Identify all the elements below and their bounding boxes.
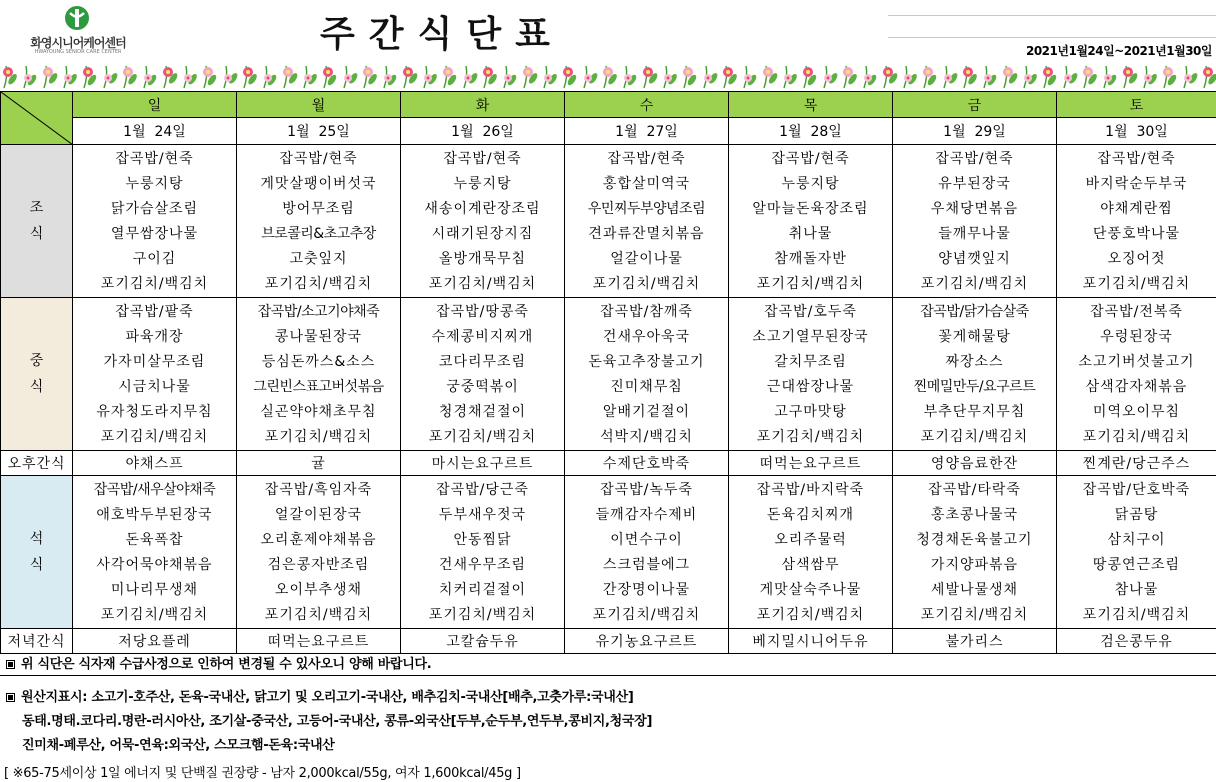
snack-cell: 검은콩두유 — [1057, 629, 1216, 654]
date-header: 1월 24일 — [73, 118, 237, 145]
menu-item: 잡곡밥/현죽 — [607, 151, 686, 167]
menu-item: 오리훈제야채볶음 — [260, 532, 377, 548]
day-header-row — [1, 92, 1216, 118]
page-title: 주간식단표 — [320, 14, 564, 55]
menu-cell — [1057, 145, 1216, 298]
menu-item: 취나물 — [788, 226, 833, 242]
menu-item: 포기김치/백김치 — [756, 429, 865, 445]
notice-text: 위 식단은 식자재 수급사정으로 인하여 변경될 수 있사오니 양해 바랍니다. — [21, 657, 432, 672]
menu-item: 양념깻잎지 — [938, 251, 1011, 267]
day-header: 화 — [401, 92, 565, 118]
menu-item: 포기김치/백김치 — [100, 607, 209, 623]
menu-cell — [729, 145, 893, 298]
menu-item: 잡곡밥/소고기야채죽 — [257, 304, 380, 320]
origin-line — [22, 710, 652, 729]
menu-item: 찐메밀만두/요구르트 — [913, 379, 1036, 395]
menu-item: 가지양파볶음 — [930, 557, 1019, 573]
menu-cell — [565, 476, 729, 629]
menu-item: 두부새우젓국 — [438, 507, 527, 523]
menu-item: 시래기된장지짐 — [431, 226, 534, 242]
menu-cell — [237, 298, 401, 451]
menu-item: 미역오이무침 — [1092, 404, 1181, 420]
notice-line — [6, 653, 431, 672]
menu-item: 콩나물된장국 — [274, 329, 363, 345]
menu-item: 들깨감자수제비 — [595, 507, 698, 523]
menu-item: 부추단무지무침 — [923, 404, 1026, 420]
menu-item: 잡곡밥/녹두죽 — [600, 482, 693, 498]
menu-item: 포기김치/백김치 — [1082, 607, 1191, 623]
breakfast-label — [1, 145, 73, 298]
snack-cell: 영양음료한잔 — [893, 451, 1057, 476]
meal-label-char: 조 — [29, 200, 44, 216]
menu-item: 돈육김치찌개 — [766, 507, 855, 523]
menu-cell — [729, 298, 893, 451]
menu-item: 잡곡밥/현죽 — [279, 151, 358, 167]
menu-item: 잡곡밥/닭가슴살죽 — [920, 304, 1029, 320]
snack-cell: 귤 — [237, 451, 401, 476]
menu-item: 잡곡밥/전복죽 — [1090, 304, 1183, 320]
menu-item: 석박지/백김치 — [600, 429, 693, 445]
evening-snack-row — [1, 629, 1216, 654]
menu-item: 오리주물럭 — [774, 532, 847, 548]
corner-diagonal — [1, 92, 73, 145]
menu-cell — [73, 298, 237, 451]
date-header: 1월 30일 — [1057, 118, 1216, 145]
weekly-menu-table — [0, 91, 1216, 654]
menu-item: 잡곡밥/호두죽 — [764, 304, 857, 320]
menu-item: 실곤약야채초무침 — [260, 404, 377, 420]
menu-item: 우민찌두부양념조림 — [587, 201, 706, 217]
menu-item: 포기김치/백김치 — [264, 276, 373, 292]
origin-line — [6, 686, 633, 705]
center-logo — [18, 4, 138, 54]
menu-item: 잡곡밥/타락죽 — [928, 482, 1021, 498]
menu-item: 우렁된장국 — [1100, 329, 1173, 345]
menu-item: 닭가슴살조림 — [110, 201, 199, 217]
afternoon-snack-row — [1, 451, 1216, 476]
menu-item: 오이부추생채 — [274, 582, 363, 598]
menu-item: 포기김치/백김치 — [920, 429, 1029, 445]
menu-item: 삼색감자채볶음 — [1085, 379, 1188, 395]
menu-item: 돈육고추장불고기 — [588, 354, 705, 370]
menu-item: 궁중떡볶이 — [446, 379, 519, 395]
menu-item: 포기김치/백김치 — [756, 607, 865, 623]
menu-item: 얼갈이나물 — [610, 251, 683, 267]
menu-item: 소고기버섯불고기 — [1078, 354, 1195, 370]
menu-item: 누룽지탕 — [453, 176, 512, 192]
menu-item: 근대쌈장나물 — [766, 379, 855, 395]
menu-item: 잡곡밥/바지락죽 — [756, 482, 865, 498]
menu-item: 잡곡밥/땅콩죽 — [436, 304, 529, 320]
snack-cell: 찐계란/당근주스 — [1057, 451, 1216, 476]
menu-item: 사각어묵야채볶음 — [96, 557, 213, 573]
menu-cell — [237, 145, 401, 298]
menu-cell — [893, 145, 1057, 298]
date-header: 1월 26일 — [401, 118, 565, 145]
menu-item: 오징어젓 — [1107, 251, 1166, 267]
date-header: 1월 27일 — [565, 118, 729, 145]
notes-divider — [0, 675, 1216, 676]
menu-item: 포기김치/백김치 — [428, 607, 537, 623]
meal-label-char: 중 — [29, 353, 44, 369]
menu-cell — [1057, 298, 1216, 451]
menu-item: 수제콩비지찌개 — [431, 329, 534, 345]
menu-item: 단풍호박나물 — [1092, 226, 1181, 242]
menu-item: 삼치구이 — [1107, 532, 1166, 548]
menu-item: 세발나물생채 — [930, 582, 1019, 598]
meal-label-char: 식 — [29, 226, 44, 242]
menu-item: 열무쌈장나물 — [110, 226, 199, 242]
menu-item: 포기김치/백김치 — [920, 607, 1029, 623]
menu-item: 잡곡밥/당근죽 — [436, 482, 529, 498]
menu-item: 미나리무생채 — [110, 582, 199, 598]
menu-item: 우채당면볶음 — [930, 201, 1019, 217]
menu-cell — [893, 476, 1057, 629]
day-header: 월 — [237, 92, 401, 118]
menu-item: 잡곡밥/현죽 — [771, 151, 850, 167]
menu-item: 포기김치/백김치 — [592, 607, 701, 623]
menu-item: 잡곡밥/현죽 — [935, 151, 1014, 167]
table-corner — [1, 92, 73, 145]
menu-item: 유자청도라지무침 — [96, 404, 213, 420]
menu-item: 삼색쌈무 — [781, 557, 840, 573]
menu-item: 게맛살숙주나물 — [759, 582, 862, 598]
meal-label-char: 식 — [29, 557, 44, 573]
menu-item: 짜장소스 — [945, 354, 1004, 370]
menu-item: 안동찜닭 — [453, 532, 512, 548]
menu-item: 땅콩연근조림 — [1092, 557, 1181, 573]
snack-cell: 베지밀시니어두유 — [729, 629, 893, 654]
menu-item: 돈육폭찹 — [125, 532, 184, 548]
menu-cell — [729, 476, 893, 629]
menu-item: 게맛살팽이버섯국 — [260, 176, 377, 192]
lunch-row — [1, 298, 1216, 451]
menu-item: 포기김치/백김치 — [100, 429, 209, 445]
menu-item: 코다리무조림 — [438, 354, 527, 370]
menu-cell — [401, 145, 565, 298]
date-header: 1월 29일 — [893, 118, 1057, 145]
snack-cell: 떠먹는요구르트 — [729, 451, 893, 476]
dinner-row — [1, 476, 1216, 629]
menu-item: 스크럼블에그 — [602, 557, 691, 573]
origin-text: 원산지표시: 소고기-호주산, 돈육-국내산, 닭고기 및 오리고기-국내산, 배추김치-국내산[배추,고춧가루:국내산] — [21, 690, 634, 705]
menu-item: 방어무조림 — [282, 201, 355, 217]
dinner-label — [1, 476, 73, 629]
flower-border-decoration — [0, 62, 1216, 90]
menu-item: 파육개장 — [125, 329, 184, 345]
snack-cell: 고칼슘두유 — [401, 629, 565, 654]
menu-item: 이면수구이 — [610, 532, 683, 548]
menu-item: 포기김치/백김치 — [1082, 276, 1191, 292]
menu-item: 잡곡밥/현죽 — [115, 151, 194, 167]
snack-cell: 저당요플레 — [73, 629, 237, 654]
snack-cell: 마시는요구르트 — [401, 451, 565, 476]
day-header: 일 — [73, 92, 237, 118]
square-bullet-icon — [6, 660, 15, 669]
menu-item: 포기김치/백김치 — [756, 276, 865, 292]
evening-snack-label: 저녁간식 — [1, 629, 73, 654]
menu-item: 건새우아욱국 — [602, 329, 691, 345]
menu-item: 포기김치/백김치 — [264, 429, 373, 445]
menu-item: 고구마맛탕 — [774, 404, 847, 420]
menu-cell — [565, 298, 729, 451]
menu-item: 브로콜리&초고추장 — [261, 226, 376, 242]
breakfast-row — [1, 145, 1216, 298]
menu-item: 청경채겉절이 — [438, 404, 527, 420]
logo-mark-icon — [64, 4, 90, 32]
menu-item: 소고기열무된장국 — [752, 329, 869, 345]
menu-item: 잡곡밥/참깨죽 — [600, 304, 693, 320]
menu-cell — [565, 145, 729, 298]
menu-item: 청경채돈육불고기 — [916, 532, 1033, 548]
menu-cell — [73, 476, 237, 629]
menu-cell — [1057, 476, 1216, 629]
menu-item: 들깨무나물 — [938, 226, 1011, 242]
meal-label-char: 석 — [29, 531, 44, 547]
menu-item: 잡곡밥/현죽 — [443, 151, 522, 167]
menu-item: 누룽지탕 — [781, 176, 840, 192]
menu-cell — [237, 476, 401, 629]
date-header: 1월 25일 — [237, 118, 401, 145]
day-header: 금 — [893, 92, 1057, 118]
menu-item: 포기김치/백김치 — [592, 276, 701, 292]
afternoon-snack-label: 오후간식 — [1, 451, 73, 476]
date-header: 1월 28일 — [729, 118, 893, 145]
menu-item: 간장명이나물 — [602, 582, 691, 598]
menu-item: 견과류잔멸치볶음 — [588, 226, 705, 242]
menu-item: 얼갈이된장국 — [274, 507, 363, 523]
menu-item: 꽃게해물탕 — [938, 329, 1011, 345]
menu-item: 누룽지탕 — [125, 176, 184, 192]
menu-item: 참깨돌자반 — [774, 251, 847, 267]
menu-item: 건새우무조림 — [438, 557, 527, 573]
snack-cell: 불가리스 — [893, 629, 1057, 654]
menu-item: 갈치무조림 — [774, 354, 847, 370]
header-rule — [888, 15, 1216, 16]
menu-item: 포기김치/백김치 — [920, 276, 1029, 292]
logo-subtitle: HWAYOUNG SENIOR CARE CENTER — [34, 49, 122, 55]
menu-item: 진미채무침 — [610, 379, 683, 395]
day-header: 토 — [1057, 92, 1216, 118]
origin-line — [22, 734, 335, 753]
menu-item: 잡곡밥/흑임자죽 — [264, 482, 373, 498]
meal-label-char: 식 — [29, 379, 44, 395]
menu-item: 고춧잎지 — [289, 251, 348, 267]
menu-item: 잡곡밥/팥죽 — [115, 304, 194, 320]
origin-text: 동태.명태.코다리.명란-러시아산, 조기살-중국산, 고등어-국내산, 콩류-외국산[두부,순두부,연두부,콩비지,청국장] — [22, 714, 653, 729]
menu-item: 잡곡밥/단호박죽 — [1082, 482, 1191, 498]
page-header — [0, 0, 1216, 62]
menu-item: 잡곡밥/새우살야채죽 — [93, 482, 216, 498]
menu-item: 잡곡밥/현죽 — [1097, 151, 1176, 167]
header-rule — [888, 37, 1216, 38]
menu-cell — [401, 476, 565, 629]
snack-cell: 유기농요구르트 — [565, 629, 729, 654]
menu-item: 알마늘돈육장조림 — [752, 201, 869, 217]
menu-item: 그린빈스표고버섯볶음 — [253, 379, 384, 395]
menu-item: 포기김치/백김치 — [428, 429, 537, 445]
menu-item: 애호박두부된장국 — [96, 507, 213, 523]
menu-item: 홍합살미역국 — [602, 176, 691, 192]
menu-item: 닭곰탕 — [1114, 507, 1159, 523]
menu-item: 포기김치/백김치 — [264, 607, 373, 623]
day-header: 수 — [565, 92, 729, 118]
menu-item: 유부된장국 — [938, 176, 1011, 192]
snack-cell: 떠먹는요구르트 — [237, 629, 401, 654]
menu-item: 포기김치/백김치 — [1082, 429, 1191, 445]
snack-cell: 수제단호박죽 — [565, 451, 729, 476]
lunch-label — [1, 298, 73, 451]
origin-text: 진미채-페루산, 어묵-연육:외국산, 스모크햄-돈육:국내산 — [22, 738, 335, 753]
menu-item: 치커리겉절이 — [438, 582, 527, 598]
menu-item: 가자미살무조림 — [103, 354, 206, 370]
menu-cell — [73, 145, 237, 298]
menu-item: 새송이계란장조림 — [424, 201, 541, 217]
menu-item: 포기김치/백김치 — [100, 276, 209, 292]
day-header: 목 — [729, 92, 893, 118]
menu-cell — [893, 298, 1057, 451]
menu-item: 알배기겉절이 — [602, 404, 691, 420]
menu-item: 참나물 — [1114, 582, 1159, 598]
menu-item: 검은콩자반조림 — [267, 557, 370, 573]
menu-item: 홍초콩나물국 — [930, 507, 1019, 523]
menu-item: 시금치나물 — [118, 379, 191, 395]
menu-item: 바지락순두부국 — [1085, 176, 1188, 192]
square-bullet-icon — [6, 693, 15, 702]
logo-name: 화영시니어케어센터 — [30, 36, 126, 50]
menu-item: 야채계란찜 — [1100, 201, 1173, 217]
energy-line: [ ※65-75세이상 1일 에너지 및 단백질 권장량 - 남자 2,000kcal/55g, 여자 1,600kcal/45g ] — [4, 766, 521, 781]
menu-item: 포기김치/백김치 — [428, 276, 537, 292]
menu-cell — [401, 298, 565, 451]
menu-item: 등심돈까스&소스 — [261, 354, 376, 370]
date-range: 2021년1월24일~2021년1월30일 — [1025, 44, 1212, 58]
snack-cell: 야채스프 — [73, 451, 237, 476]
menu-item: 구이김 — [132, 251, 177, 267]
date-header-row — [1, 118, 1216, 145]
menu-item: 올방개묵무침 — [438, 251, 527, 267]
